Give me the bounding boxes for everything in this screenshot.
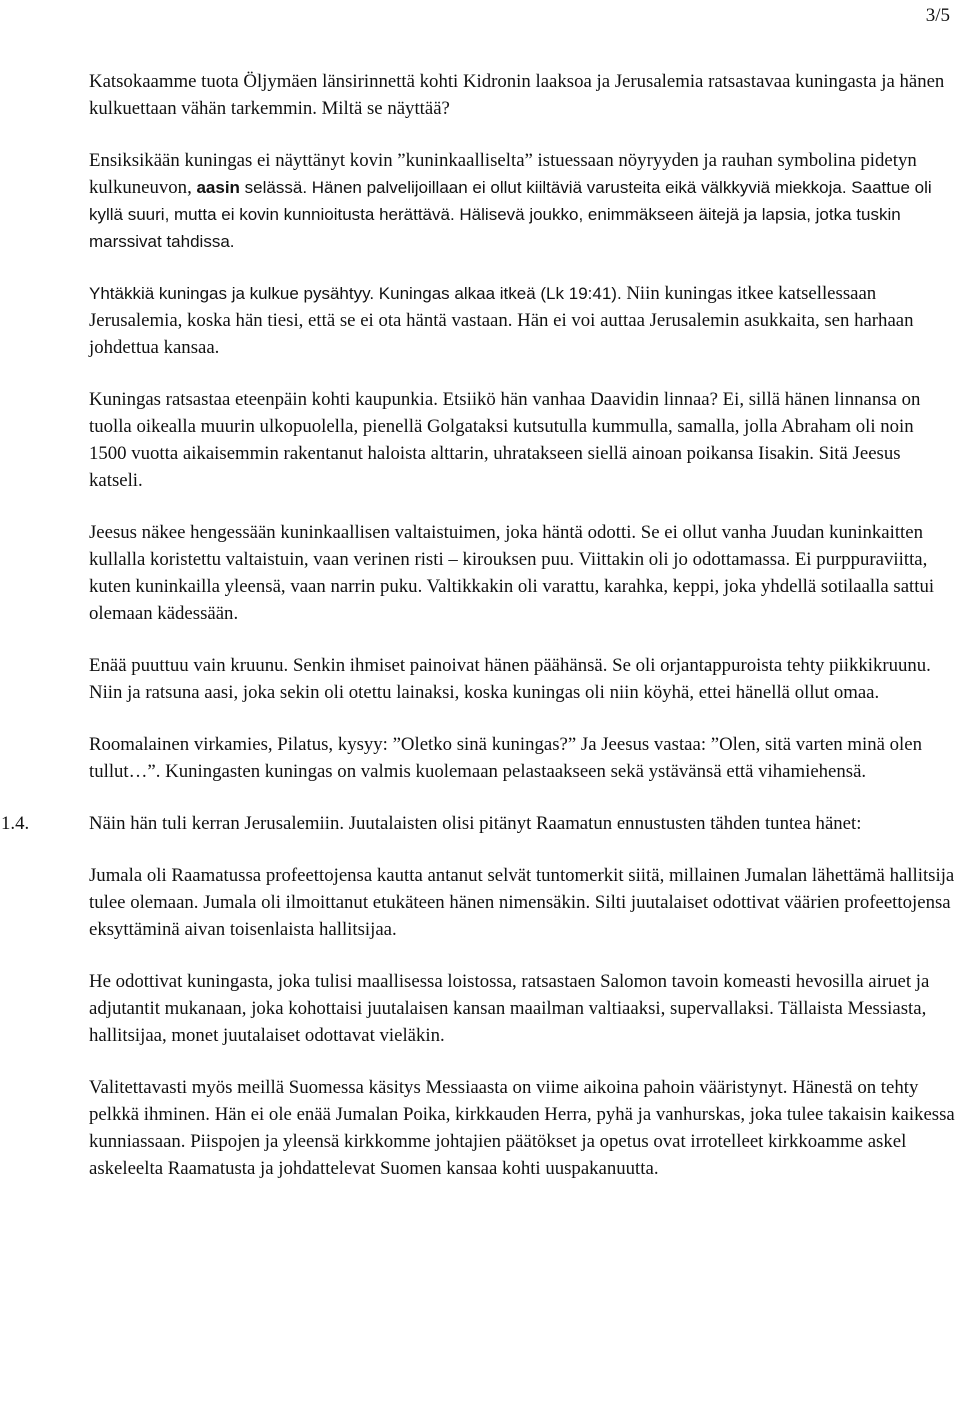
paragraph-2: [89, 147, 955, 255]
paragraph-7: Roomalainen virkamies, Pilatus, kysyy: ”Oletko sinä kuningas?” Ja Jeesus vastaa: ”Olen, sitä varten minä olen tullut…”. Kuningasten kuningas on valmis kuolemaan pelastaakseen sekä ystävänsä että vihamiehensä.: [89, 734, 922, 782]
paragraph-2-start: Ensiksikään kuningas ei näyttänyt kovin ”kuninkaalliselta” istuessaan nöyryyden ja rauhan symbolina pidetyn kulkuneuvon,: [89, 150, 917, 198]
paragraph-3-start: Yhtäkkiä kuningas ja kulkue pysähtyy. Kuningas alkaa itkeä (Lk 19:41).: [89, 284, 622, 303]
paragraph-5: Jeesus näkee hengessään kuninkaallisen valtaistuimen, joka häntä odotti. Se ei ollut vanha Juudan kuninkaitten kullalla koristettu valtaistuin, vaan verinen risti – kirouksen puu. Viittakin oli jo odottamassa. Ei purppuraviitta, kuten kuninkailla yleensä, vaan narrin puku. Valtikkakin oli varattu, karahka, keppi, joka yhdellä sotilaalla sattui olemaan kädessään.: [89, 522, 935, 624]
paragraph-3: [89, 280, 955, 361]
paragraph-10: Valitettavasti myös meillä Suomessa käsitys Messiaasta on viime aikoina pahoin vääristynyt. Hänestä on tehty pelkkä ihminen. Hän ei ole enää Jumalan Poika, kirkkauden Herra, pyhä ja vanhurskas, joka tulee takaisin kaikessa kunniassaan. Piispojen ja yleensä kirkkomme johtajien päätökset ja opetus ovat irrotelleet kirkkoamme askel askeleelta Raamatusta ja johdattelevat Suomen kansaa kohti uuspakanuutta.: [89, 1077, 955, 1179]
section-text: Näin hän tuli kerran Jerusalemiin. Juutalaisten olisi pitänyt Raamatun ennustusten tähden tuntea hänet:: [89, 813, 862, 834]
page-number: 3/5: [925, 5, 950, 26]
paragraph-3-end: Niin kuningas itkee katsellessaan Jerusalemia, koska hän tiesi, että se ei ota häntä vastaan. Hän ei voi auttaa Jerusalemin asukkaita, sen harhaan johdettua kansaa.: [89, 283, 914, 358]
section-number: 1.4.: [1, 813, 30, 834]
section-1-4: [1, 810, 955, 837]
paragraph-9: He odottivat kuningasta, joka tulisi maallisessa loistossa, ratsastaen Salomon tavoin komeasti hevosilla airuet ja adjutantit mukanaan, joka kohottaisi juutalaisen kansan maailman valtiaaksi, supervallaksi. Tällaista Messiasta, hallitsijaa, monet juutalaiset odottavat vieläkin.: [89, 971, 930, 1046]
document-body: [1, 68, 955, 1207]
paragraph-2-bold: aasin: [196, 178, 240, 197]
paragraph-8: Jumala oli Raamatussa profeettojensa kautta antanut selvät tuntomerkit siitä, millainen Jumalan lähettämä hallitsija tulee olemaan. Jumala oli ilmoittanut etukäteen hänen nimensäkin. Silti juutalaiset odottivat väärien profeettojensa eksyttäminä aivan toisenlaista hallitsijaa.: [89, 865, 955, 940]
paragraph-2-end: selässä. Hänen palvelijoillaan ei ollut kiiltäviä varusteita eikä välkkyviä miekkoja. Saattue oli kyllä suuri, mutta ei kovin kunnioitusta herättävä. Hälisevä joukko, enimmäkseen äitejä ja lapsia, jotka tuskin marssivat tahdissa.: [89, 178, 932, 251]
paragraph-6: Enää puuttuu vain kruunu. Senkin ihmiset painoivat hänen päähänsä. Se oli orjantappuroista tehty piikkikruunu. Niin ja ratsuna aasi, joka sekin oli otettu lainaksi, koska kuningas oli niin köyhä, ettei hänellä ollut omaa.: [89, 655, 931, 703]
paragraph-4: Kuningas ratsastaa eteenpäin kohti kaupunkia. Etsiikö hän vanhaa Daavidin linnaa? Ei, sillä hänen linnansa on tuolla oikealla muurin ulkopuolella, pienellä Golgataksi kutsutulla kummulla, samalla, jolla Abraham oli noin 1500 vuotta aikaisemmin rakentanut haloista alttarin, uhratakseen siellä ainoan poikansa Iisakin. Sitä Jeesus katseli.: [89, 389, 921, 491]
paragraph-1: Katsokaamme tuota Öljymäen länsirinnettä kohti Kidronin laaksoa ja Jerusalemia ratsastavaa kuningasta ja hänen kulkuettaan vähän tarkemmin. Miltä se näyttää?: [89, 71, 945, 119]
